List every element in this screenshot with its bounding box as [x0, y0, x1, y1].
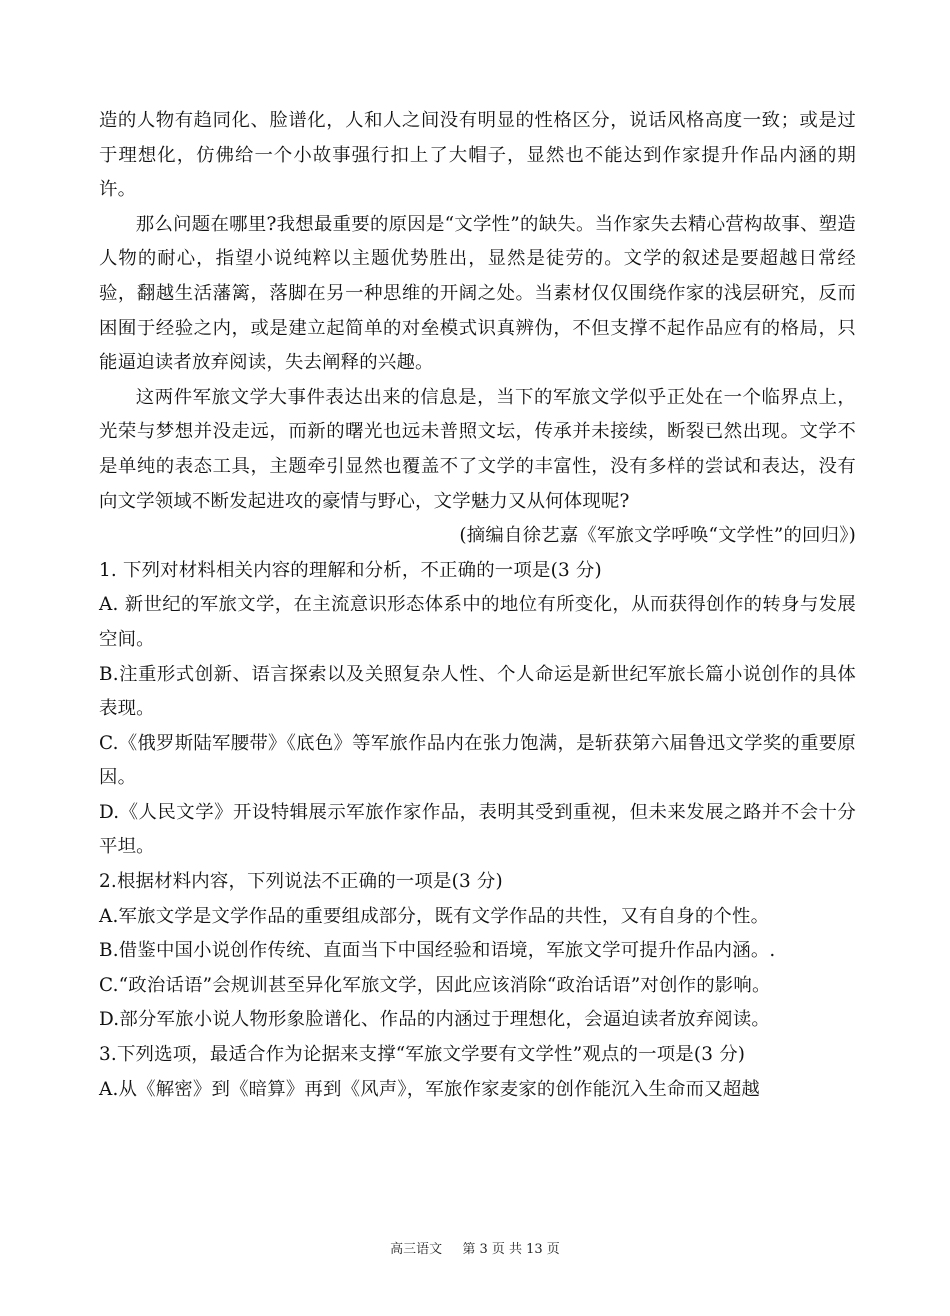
question-1-option-b: B.注重形式创新、语言探索以及关照复杂人性、个人命运是新世纪军旅长篇小说创作的具体表现。 [99, 663, 856, 720]
question-2-option-c: C.“政治话语”会规训甚至异化军旅文学，因此应该消除“政治话语”对创作的影响。 [99, 974, 771, 996]
question-2-option-d: D.部分军旅小说人物形象脸谱化、作品的内涵过于理想化，会逼迫读者放弃阅读。 [99, 1009, 771, 1031]
footer-subject: 高三语文 [390, 1242, 443, 1257]
question-2-option-a: A.军旅文学是文学作品的重要组成部分，既有文学作品的共性，又有自身的个性。 [99, 905, 770, 927]
question-3-stem: 3.下列选项，最适合作为论据来支撑“军旅文学要有文学性”观点的一项是(3 分) [99, 1044, 746, 1066]
question-2-stem: 2.根据材料内容，下列说法不正确的一项是(3 分) [99, 871, 503, 893]
question-2-option-b: B.借鉴中国小说创作传统、直面当下中国经验和语境，军旅文学可提升作品内涵。. [99, 940, 776, 962]
footer-page-number: 第 3 页 共 13 页 [462, 1242, 560, 1257]
question-1-stem: 1. 下列对材料相关内容的理解和分析，不正确的一项是(3 分) [99, 559, 602, 581]
question-1-option-a: A. 新世纪的军旅文学，在主流意识形态体系中的地位有所变化，从而获得创作的转身与发展空间。 [99, 594, 856, 650]
paragraph-continued: 造的人物有趋同化、脸谱化，人和人之间没有明显的性格区分，说话风格高度一致；或是过于理想化，仿佛给一个小故事强行扣上了大帽子，显然也不能达到作家提升作品内涵的期许。 [99, 110, 856, 201]
paragraph-conclusion: 这两件军旅文学大事件表达出来的信息是，当下的军旅文学似乎正处在一个临界点上，光荣与梦想并没走远，而新的曙光也远未普照文坛，传承并未接续，断裂已然出现。文学不是单纯的表态工具，主题牵引显然也覆盖不了文学的丰富性，没有多样的尝试和表达，没有向文学领域不断发起进攻的豪情与野心，文学魅力又从何体现呢? [99, 386, 856, 512]
page-footer [0, 1238, 950, 1257]
question-3-option-a: A.从《解密》到《暗算》再到《风声》，军旅作家麦家的创作能沉入生命而又超越 [99, 1078, 760, 1100]
document-body [99, 104, 856, 1107]
source-citation: (摘编自徐艺嘉《军旅文学呼唤“文学性”的回归》) [459, 525, 856, 547]
paragraph-why: 那么问题在哪里?我想最重要的原因是“文学性”的缺失。当作家失去精心营构故事、塑造人物的耐心，指望小说纯粹以主题优势胜出，显然是徒劳的。文学的叙述是要超越日常经验，翻越生活藩篱，落脚在另一种思维的开阔之处。当素材仅仅围绕作家的浅层研究，反而困囿于经验之内，或是建立起简单的对垒模式识真辨伪，不但支撑不起作品应有的格局，只能逼迫读者放弃阅读，失去阐释的兴趣。 [99, 213, 856, 374]
question-1-option-c: C.《俄罗斯陆军腰带》《底色》等军旅作品内在张力饱满，是斩获第六届鲁迅文学奖的重要原因。 [99, 732, 856, 789]
question-1-option-d: D.《人民文学》开设特辑展示军旅作家作品，表明其受到重视，但未来发展之路并不会十分平坦。 [99, 801, 856, 858]
